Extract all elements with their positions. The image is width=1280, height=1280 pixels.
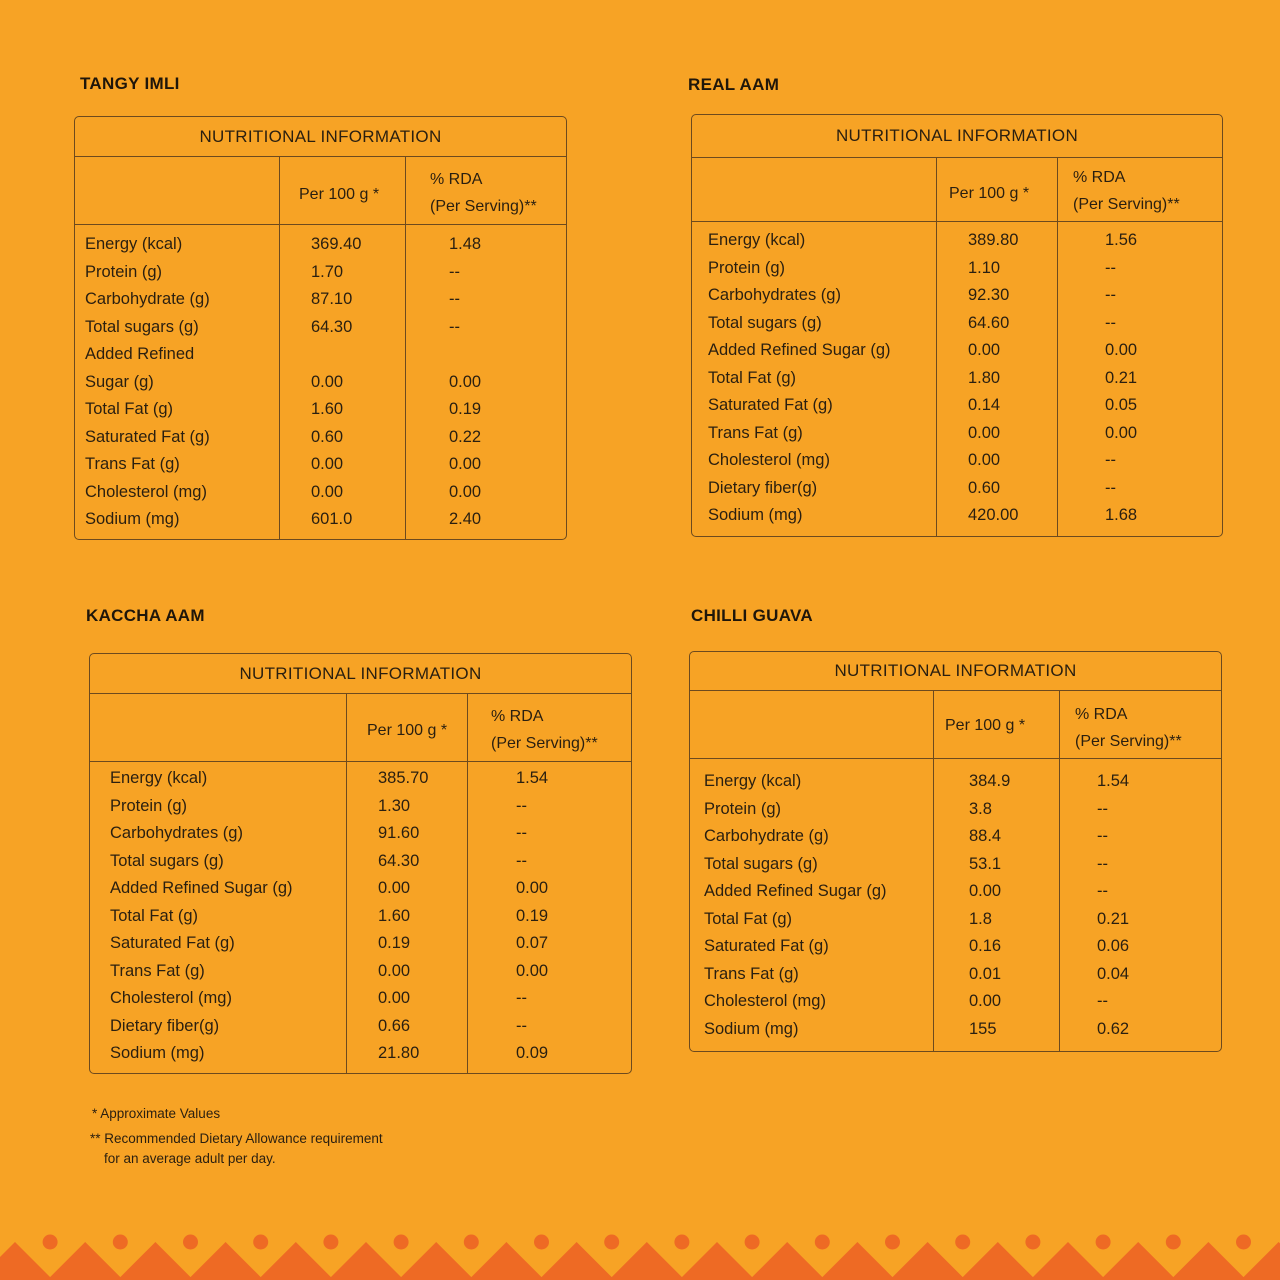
border-triangle: [328, 1242, 404, 1280]
rda-value: --: [449, 290, 460, 308]
rda-value: 1.56: [1105, 231, 1138, 249]
section-title-chilli-guava: CHILLI GUAVA: [691, 606, 813, 625]
per-100g-value: 1.10: [968, 258, 1001, 277]
border-triangle: [819, 1242, 895, 1280]
border-dot: [1096, 1235, 1111, 1250]
nutrient-label: Sugar (g): [85, 372, 154, 391]
border-triangle: [0, 1242, 53, 1280]
nutrient-label: Total sugars (g): [85, 317, 199, 336]
rda-value: 0.09: [516, 1044, 549, 1062]
per-100g-value: 420.00: [968, 506, 1019, 524]
per-100g-value: 0.00: [378, 989, 411, 1007]
per-100g-value: 384.9: [969, 772, 1011, 790]
border-triangle: [960, 1242, 1036, 1280]
rda-value: 0.00: [449, 455, 482, 473]
rda-value: --: [1097, 827, 1108, 845]
per-100g-value: 1.80: [968, 368, 1001, 387]
rda-value: 0.19: [449, 400, 482, 418]
rda-value: 1.54: [516, 769, 549, 787]
per-100g-value: 3.8: [969, 799, 992, 818]
rda-label-line2: (Per Serving)**: [1075, 733, 1182, 750]
border-dot: [745, 1235, 760, 1250]
rda-value: --: [516, 989, 527, 1007]
per-100g-value: 1.8: [969, 909, 992, 928]
section-title-kaccha-aam: KACCHA AAM: [86, 606, 205, 625]
border-dot: [323, 1235, 338, 1250]
nutrient-label: Saturated Fat (g): [708, 396, 833, 414]
rda-value: --: [516, 851, 527, 870]
rda-value: 1.68: [1105, 506, 1138, 524]
footnotes: [90, 1104, 383, 1169]
border-triangle: [890, 1242, 966, 1280]
per-100g-value: 0.16: [969, 937, 1002, 955]
rda-value: --: [1105, 313, 1116, 332]
border-dot: [253, 1235, 268, 1250]
per-100g-value: 155: [969, 1019, 997, 1038]
per-100g-value: 389.80: [968, 231, 1019, 249]
per-100g-value: 1.30: [378, 796, 411, 815]
rda-value: --: [516, 796, 527, 815]
rda-label-line1: % RDA: [430, 171, 483, 188]
nutrient-label: Energy (kcal): [85, 235, 183, 253]
rda-value: 1.48: [449, 235, 482, 253]
nutrient-label: Added Refined Sugar (g): [708, 341, 891, 359]
per-100g-value: 0.60: [311, 427, 344, 446]
nutrient-label: Cholesterol (mg): [85, 482, 207, 501]
nutrient-label: Sodium (mg): [85, 510, 180, 528]
border-triangle: [398, 1242, 474, 1280]
per-100g-value: 0.60: [968, 478, 1001, 497]
per-100g-value: 87.10: [311, 290, 353, 308]
border-triangle: [47, 1242, 123, 1280]
per-100g-value: 369.40: [311, 235, 362, 253]
nutrient-label: Protein (g): [110, 796, 188, 815]
rda-value: --: [1105, 258, 1116, 277]
border-dot: [394, 1235, 409, 1250]
table-header: NUTRITIONAL INFORMATION: [690, 652, 1221, 691]
table-rows: [75, 117, 566, 539]
rda-value: --: [1097, 854, 1108, 873]
per-100g-value: 0.00: [969, 882, 1002, 900]
border-dot: [955, 1235, 970, 1250]
nutrient-label: Saturated Fat (g): [704, 937, 829, 955]
nutrient-label: Carbohydrate (g): [704, 827, 829, 845]
nutrient-label: Cholesterol (mg): [708, 451, 830, 469]
nutrient-label: Energy (kcal): [704, 772, 802, 790]
column-header-per-100g: Per 100 g *: [949, 185, 1030, 202]
nutrient-label: Cholesterol (mg): [110, 989, 232, 1007]
per-100g-value: 385.70: [378, 769, 429, 787]
border-triangle: [1170, 1242, 1246, 1280]
border-triangle: [1030, 1242, 1106, 1280]
rda-value: --: [516, 824, 527, 842]
border-triangle: [117, 1242, 193, 1280]
per-100g-value: 0.00: [378, 961, 411, 980]
rda-label-line2: (Per Serving)**: [491, 735, 598, 752]
rda-value: --: [1097, 882, 1108, 900]
per-100g-value: 64.60: [968, 313, 1010, 332]
rda-label-line2: (Per Serving)**: [1073, 196, 1180, 213]
rda-value: 0.00: [516, 961, 549, 980]
nutrient-label: Dietary fiber(g): [110, 1016, 220, 1035]
nutrient-label: Carbohydrates (g): [110, 824, 243, 842]
per-100g-value: 64.30: [378, 851, 420, 870]
per-100g-value: 0.00: [968, 451, 1001, 469]
border-dot: [815, 1235, 830, 1250]
rda-label-line2: (Per Serving)**: [430, 198, 537, 215]
rda-value: 0.00: [1105, 341, 1138, 359]
rda-value: 0.00: [449, 482, 482, 501]
border-triangle: [679, 1242, 755, 1280]
nutrient-label: Saturated Fat (g): [110, 934, 235, 952]
table-rows: [690, 652, 1221, 1051]
nutrient-label: Total Fat (g): [85, 400, 174, 418]
nutrition-table-tangy-imli: [74, 116, 567, 540]
footnote-approximate: * Approximate Values: [92, 1106, 221, 1121]
border-triangle: [468, 1242, 544, 1280]
nutrient-label: Sodium (mg): [704, 1019, 799, 1038]
nutrient-label: Protein (g): [85, 262, 163, 281]
border-dot: [1166, 1235, 1181, 1250]
column-header-per-100g: Per 100 g *: [299, 186, 380, 203]
per-100g-value: 0.00: [311, 455, 344, 473]
rda-value: 0.00: [1105, 423, 1138, 442]
per-100g-value: 0.66: [378, 1016, 411, 1035]
table-rows: [692, 115, 1222, 536]
border-triangle: [1100, 1242, 1176, 1280]
nutrient-label: Total sugars (g): [110, 851, 224, 870]
nutrient-label: Added Refined Sugar (g): [704, 882, 887, 900]
rda-value: 0.04: [1097, 964, 1130, 983]
per-100g-value: 0.14: [968, 396, 1001, 414]
per-100g-value: 0.00: [378, 879, 411, 897]
footnote-rda: ** Recommended Dietary Allowance requirement: [90, 1131, 383, 1146]
rda-value: 2.40: [449, 510, 482, 528]
column-header-per-100g: Per 100 g *: [945, 717, 1026, 734]
rda-value: 1.54: [1097, 772, 1130, 790]
nutrient-label: Trans Fat (g): [110, 961, 205, 980]
per-100g-value: 64.30: [311, 317, 353, 336]
nutrient-label: Total sugars (g): [708, 313, 822, 332]
nutrient-label: Sodium (mg): [110, 1044, 205, 1062]
per-100g-value: 21.80: [378, 1044, 420, 1062]
nutrient-label: Trans Fat (g): [85, 455, 180, 473]
border-dot: [885, 1235, 900, 1250]
per-100g-value: 0.00: [968, 341, 1001, 359]
per-100g-value: 0.00: [968, 423, 1001, 442]
nutrient-label: Carbohydrates (g): [708, 286, 841, 304]
border-dot: [674, 1235, 689, 1250]
rda-value: --: [1105, 286, 1116, 304]
nutrient-label: Trans Fat (g): [704, 964, 799, 983]
nutrient-label: Added Refined: [85, 345, 195, 363]
per-100g-value: 0.00: [311, 482, 344, 501]
per-100g-value: 91.60: [378, 824, 420, 842]
rda-value: 0.07: [516, 934, 549, 952]
section-title-real-aam: REAL AAM: [688, 75, 780, 94]
nutrient-label: Protein (g): [704, 799, 782, 818]
nutrient-label: Protein (g): [708, 258, 786, 277]
rda-value: --: [449, 262, 460, 281]
per-100g-value: 1.60: [311, 400, 344, 418]
per-100g-value: 88.4: [969, 827, 1002, 845]
nutrition-table-chilli-guava: [689, 651, 1222, 1052]
rda-value: 0.05: [1105, 396, 1138, 414]
rda-value: --: [1105, 451, 1116, 469]
border-dot: [464, 1235, 479, 1250]
nutrient-label: Energy (kcal): [110, 769, 208, 787]
table-header: NUTRITIONAL INFORMATION: [692, 115, 1222, 158]
decorative-border-pattern: [0, 1220, 1280, 1280]
rda-value: --: [1097, 799, 1108, 818]
nutrition-table-real-aam: [691, 114, 1223, 537]
border-dot: [43, 1235, 58, 1250]
rda-value: --: [1097, 992, 1108, 1010]
nutrient-label: Trans Fat (g): [708, 423, 803, 442]
rda-value: --: [516, 1016, 527, 1035]
border-triangle: [749, 1242, 825, 1280]
nutrient-label: Dietary fiber(g): [708, 478, 818, 497]
rda-value: --: [1105, 478, 1116, 497]
border-dot: [534, 1235, 549, 1250]
rda-label-line1: % RDA: [1075, 706, 1128, 723]
section-title-tangy-imli: TANGY IMLI: [80, 74, 180, 93]
column-header-per-100g: Per 100 g *: [367, 722, 448, 739]
rda-value: 0.22: [449, 427, 482, 446]
footnote-rda-continued: for an average adult per day.: [104, 1151, 276, 1166]
rda-value: 0.00: [516, 879, 549, 897]
rda-label-line1: % RDA: [1073, 169, 1126, 186]
per-100g-value: 0.00: [311, 372, 344, 391]
per-100g-value: 1.60: [378, 906, 411, 925]
per-100g-value: 0.01: [969, 964, 1002, 983]
per-100g-value: 0.19: [378, 934, 411, 952]
per-100g-value: 1.70: [311, 262, 344, 281]
rda-value: 0.21: [1105, 368, 1138, 387]
border-triangle: [539, 1242, 615, 1280]
per-100g-value: 0.00: [969, 992, 1002, 1010]
nutrient-label: Total sugars (g): [704, 854, 818, 873]
rda-value: 0.06: [1097, 937, 1130, 955]
border-dot: [113, 1235, 128, 1250]
border-dot: [1025, 1235, 1040, 1250]
nutrient-label: Carbohydrate (g): [85, 290, 210, 308]
border-dot: [1236, 1235, 1251, 1250]
nutrient-label: Sodium (mg): [708, 506, 803, 524]
nutrient-label: Added Refined Sugar (g): [110, 879, 293, 897]
nutrient-label: Saturated Fat (g): [85, 427, 210, 446]
table-header: NUTRITIONAL INFORMATION: [75, 117, 566, 157]
rda-label-line1: % RDA: [491, 708, 544, 725]
border-dot: [183, 1235, 198, 1250]
nutrient-label: Energy (kcal): [708, 231, 806, 249]
per-100g-value: 92.30: [968, 286, 1010, 304]
rda-value: 0.21: [1097, 909, 1130, 928]
nutrient-label: Total Fat (g): [110, 906, 199, 925]
rda-value: 0.00: [449, 372, 482, 391]
table-header: NUTRITIONAL INFORMATION: [90, 654, 631, 694]
nutrient-label: Total Fat (g): [704, 909, 793, 928]
per-100g-value: 53.1: [969, 854, 1002, 873]
per-100g-value: 601.0: [311, 510, 353, 528]
table-rows: [90, 654, 631, 1073]
nutrition-table-kaccha-aam: [89, 653, 632, 1074]
border-dot: [604, 1235, 619, 1250]
rda-value: 0.19: [516, 906, 549, 925]
border-triangle: [258, 1242, 334, 1280]
border-triangle: [609, 1242, 685, 1280]
rda-value: 0.62: [1097, 1019, 1130, 1038]
border-triangle: [188, 1242, 264, 1280]
rda-value: --: [449, 317, 460, 336]
nutrient-label: Total Fat (g): [708, 368, 797, 387]
nutrient-label: Cholesterol (mg): [704, 992, 826, 1010]
